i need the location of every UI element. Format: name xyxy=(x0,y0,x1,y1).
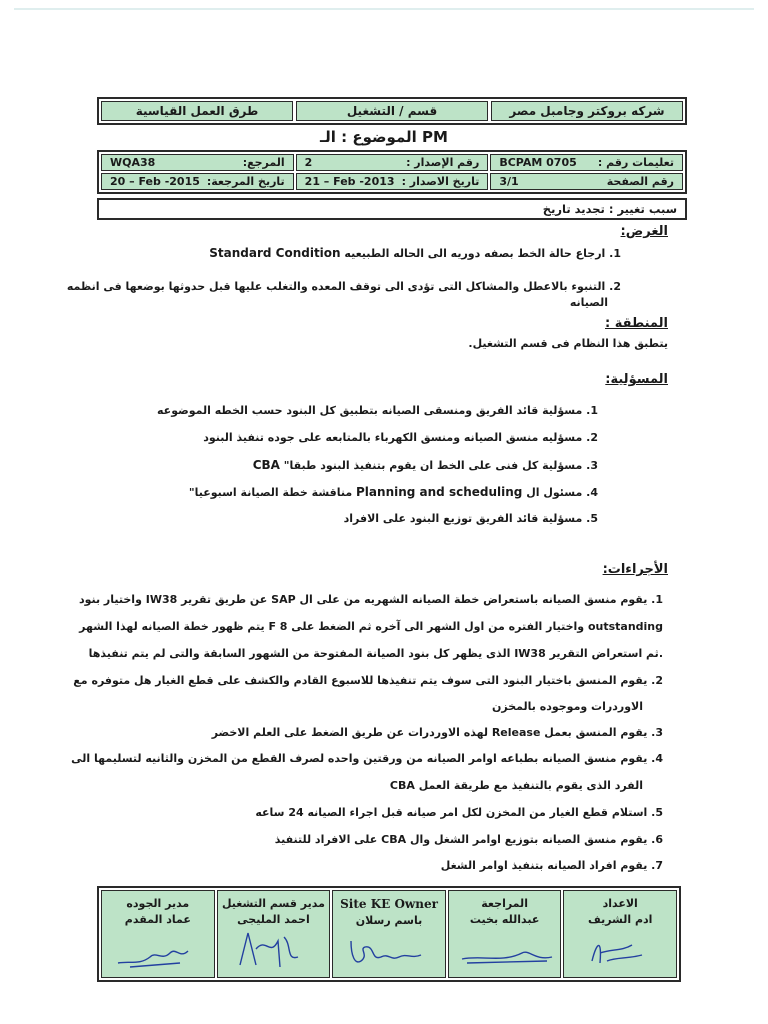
procedure-line: outstanding واختيار الفتره من اول الشهر الى آخره ثم الضغط على F 8 يتم ظهور خطة الصيانه لهذا الشهر xyxy=(79,620,663,633)
signature-title: المراجعة xyxy=(481,897,528,910)
procedures-heading: الأجراءات: xyxy=(602,562,668,577)
responsibility-item xyxy=(253,458,598,472)
instructions-cell xyxy=(490,154,683,171)
issue-date-cell xyxy=(296,173,489,190)
signature-person: عبدالله بخيت xyxy=(469,913,540,926)
document-header xyxy=(97,97,687,125)
procedure-line: 5. استلام قطع الغيار من المخزن لكل امر صيانه قبل اجراء الصيانه 24 ساعه xyxy=(255,806,663,819)
signatures-table xyxy=(97,886,681,982)
procedure-line: 1. يقوم منسق الصيانه باستعراض خطة الصيانه الشهريه من على ال SAP عن طريق تقرير IW38 واختيار بنود xyxy=(78,593,663,606)
purpose-item-latin: Standard Condition xyxy=(209,246,341,260)
reference-cell xyxy=(101,154,294,171)
signature-title: الاعداد xyxy=(602,897,638,910)
responsibility-item xyxy=(203,431,598,444)
instructions-value: BCPAM 0705 xyxy=(499,156,577,169)
instructions-label: تعليمات رقم : xyxy=(597,156,674,169)
responsibility-item-text: مسؤلية قائد الفريق ومنسقى الصيانه بتطبيق كل البنود حسب الخطه الموضوعه xyxy=(157,404,583,417)
purpose-item-number: 1. xyxy=(609,247,621,260)
purpose-item xyxy=(67,280,621,293)
procedure-line: .ثم استعراض التقرير IW38 الذى يظهر كل بنود الصيانة المفتوحة من الشهور السابقة والتى لم يتم تنفيذها xyxy=(88,647,663,660)
department-name: قسم / التشغيل xyxy=(296,101,488,121)
procedure-line: 3. يقوم المنسق بعمل Release لهذه الاوردرات عن طريق الضغط على العلم الاخضر xyxy=(211,726,663,739)
area-heading: المنطقة : xyxy=(605,316,668,331)
signature-operations-manager xyxy=(217,890,331,978)
document-info-grid xyxy=(97,150,687,194)
responsibility-item-number: 1. xyxy=(586,404,598,417)
review-date-value: 20 – Feb -2015 xyxy=(110,175,200,188)
responsibility-item xyxy=(189,485,598,499)
signature-title: مدير الجوده xyxy=(126,897,190,910)
signature-title: Site KE Owner xyxy=(340,897,438,911)
responsibility-item-text: مسئول ال xyxy=(526,486,583,499)
signature-title: مدير قسم التشغيل xyxy=(221,897,325,910)
reference-value: WQA38 xyxy=(110,156,156,169)
handwritten-signature xyxy=(226,927,316,971)
review-date-label: تاريخ المرجعة: xyxy=(206,175,285,188)
purpose-item-number: 2. xyxy=(609,280,621,293)
responsibility-item-number: 2. xyxy=(586,431,598,444)
responsibility-item-number: 5. xyxy=(586,512,598,525)
signature-person: باسم رسلان xyxy=(355,914,423,927)
responsibility-item-latin: CBA xyxy=(252,458,280,472)
issue-no-cell xyxy=(296,154,489,171)
signature-quality-manager xyxy=(101,890,215,978)
signature-reviewed xyxy=(448,890,562,978)
company-name: شركه بروكتر وجامبل مصر xyxy=(491,101,683,121)
responsibility-item xyxy=(157,404,598,417)
handwritten-signature xyxy=(457,941,557,971)
responsibility-item-number: 3. xyxy=(586,459,598,472)
purpose-item xyxy=(209,246,621,260)
signature-prepared xyxy=(563,890,677,978)
subject-title: الموضوع : الـ PM xyxy=(320,128,448,146)
responsibility-item-text-2: مناقشة خطة الصيانة اسبوعيا" xyxy=(188,486,353,499)
review-date-cell xyxy=(101,173,294,190)
reference-label: المرجع: xyxy=(242,156,285,169)
purpose-item-text: التنبوء بالاعطل والمشاكل التى تؤدى الى توقف المعده والتغلب عليها قبل حدوثها بوضعها فى انظمه xyxy=(66,280,606,293)
page-label: رقم الصفحة xyxy=(606,175,674,188)
responsibility-item-text: مسؤليه منسق الصيانه ومنسق الكهرباء بالمتابعه على جوده تنفيذ البنود xyxy=(203,431,583,444)
change-reason: سبب تغيير : تجديد تاريخ xyxy=(97,198,687,220)
issue-date-value: 21 – Feb -2013 xyxy=(304,175,395,188)
issue-no-value: 2 xyxy=(304,156,313,169)
procedure-line: 7. يقوم افراد الصيانه بتنفيذ اوامر الشغل xyxy=(440,859,663,872)
responsibility-item-number: 4. xyxy=(586,486,598,499)
procedure-line: 4. يقوم منسق الصيانه بطباعه اوامر الصيانه من ورقتين واحده لصرف القطع من المخزن والثانيه لتسليمها الى xyxy=(71,752,663,765)
procedure-line: الفرد الذى يقوم بالتنفيذ مع طريقة العمل CBA xyxy=(389,779,643,792)
procedure-line: الاوردرات وموجوده بالمخزن xyxy=(491,700,643,713)
page-cell xyxy=(490,173,683,190)
responsibility-item-text: مسؤلية قائد الفريق توزيع البنود على الافراد xyxy=(343,512,583,525)
methods-title: طرق العمل القياسية xyxy=(101,101,293,121)
purpose-heading: الغرض: xyxy=(620,224,668,239)
page-value: 3/1 xyxy=(499,175,519,188)
signature-person: ادم الشريف xyxy=(587,913,653,926)
top-border-line xyxy=(14,8,754,10)
responsibility-item-latin: Planning and scheduling xyxy=(356,485,523,499)
signature-person: احمد المليجى xyxy=(237,913,310,926)
issue-date-label: تاريخ الاصدار : xyxy=(401,175,480,188)
signature-person: عماد المقدم xyxy=(124,913,191,926)
handwritten-signature xyxy=(572,931,652,971)
responsibility-heading: المسؤلية: xyxy=(605,372,668,387)
purpose-item-continuation: الصيانه xyxy=(569,296,608,309)
signature-site-ke-owner xyxy=(332,890,446,978)
responsibility-item xyxy=(344,512,598,525)
responsibility-item-text: مسؤلية كل فنى على الخط ان يقوم بتنفيذ البنود طبقا" xyxy=(283,459,583,472)
issue-no-label: رقم الإصدار : xyxy=(406,156,480,169)
area-text: يتطبق هذا النظام فى قسم التشغيل. xyxy=(468,337,668,350)
procedure-line: 2. يقوم المنسق باختيار البنود التى سوف يتم تنفيذها للاسبوع القادم والكشف على قطع الغيار هل متوفره مع xyxy=(73,674,663,687)
handwritten-signature xyxy=(110,935,200,971)
purpose-item-text: ارجاع حالة الخط بصفه دوريه الى الحاله الطبيعيه xyxy=(344,247,606,260)
handwritten-signature xyxy=(341,931,431,971)
procedure-line: 6. يقوم منسق الصيانه بتوزيع اوامر الشغل وال CBA على الافراد للتنفيذ xyxy=(274,833,663,846)
